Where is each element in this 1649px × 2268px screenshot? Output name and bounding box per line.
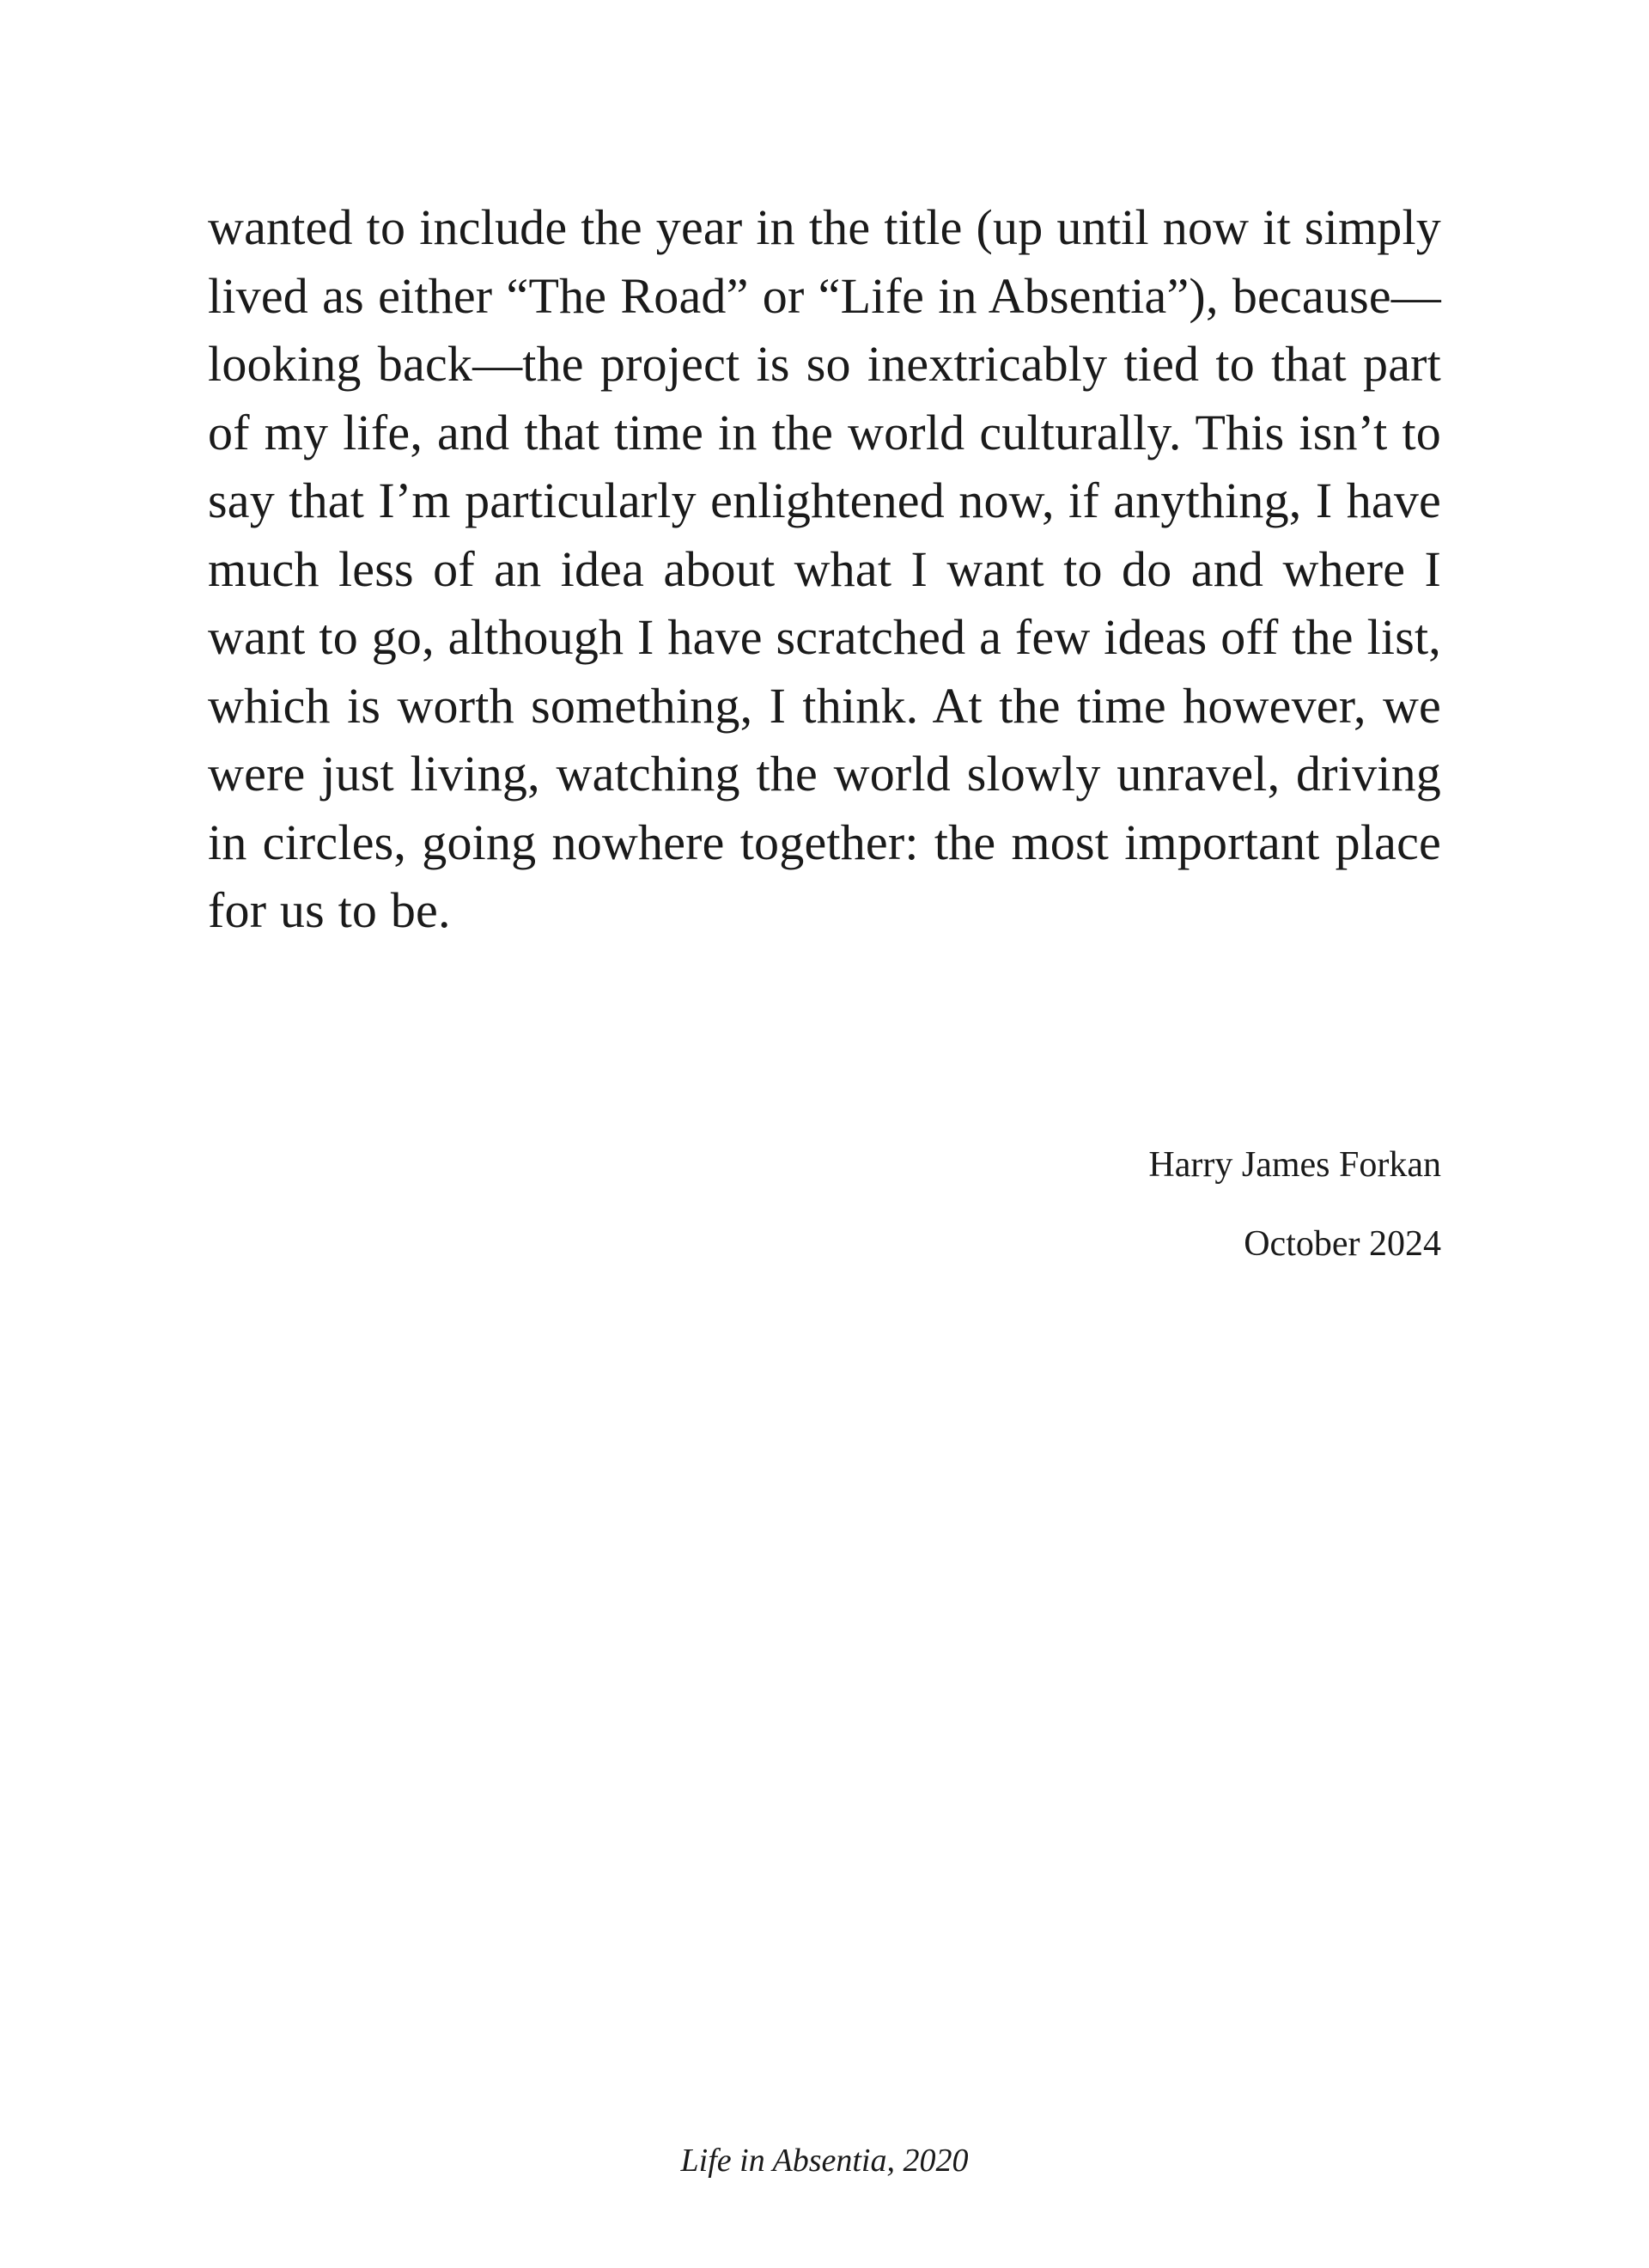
running-footer-title: Life in Absentia, 2020 [680,2143,969,2179]
signature-block [668,1125,1441,1283]
signature-date: October 2024 [1244,1224,1441,1264]
author-name: Harry James Forkan [1148,1145,1441,1185]
body-paragraph: wanted to include the year in the title (up until now it simply lived as either “The Road” or “Life in Absentia”), because—looking back—the project is so inextricably tied to that part of my life, and that time in the world culturally. This isn’t to say that I’m particularly enlightened now, if anything, I have much less of an idea about what I want to do and where I want to go, although I have scratched a few ideas off the list, which is worth something, I think. At the time however, we were just living, watching the world slowly unravel, driving in circles, going nowhere together: the most important place for us to be. [208,199,1441,938]
